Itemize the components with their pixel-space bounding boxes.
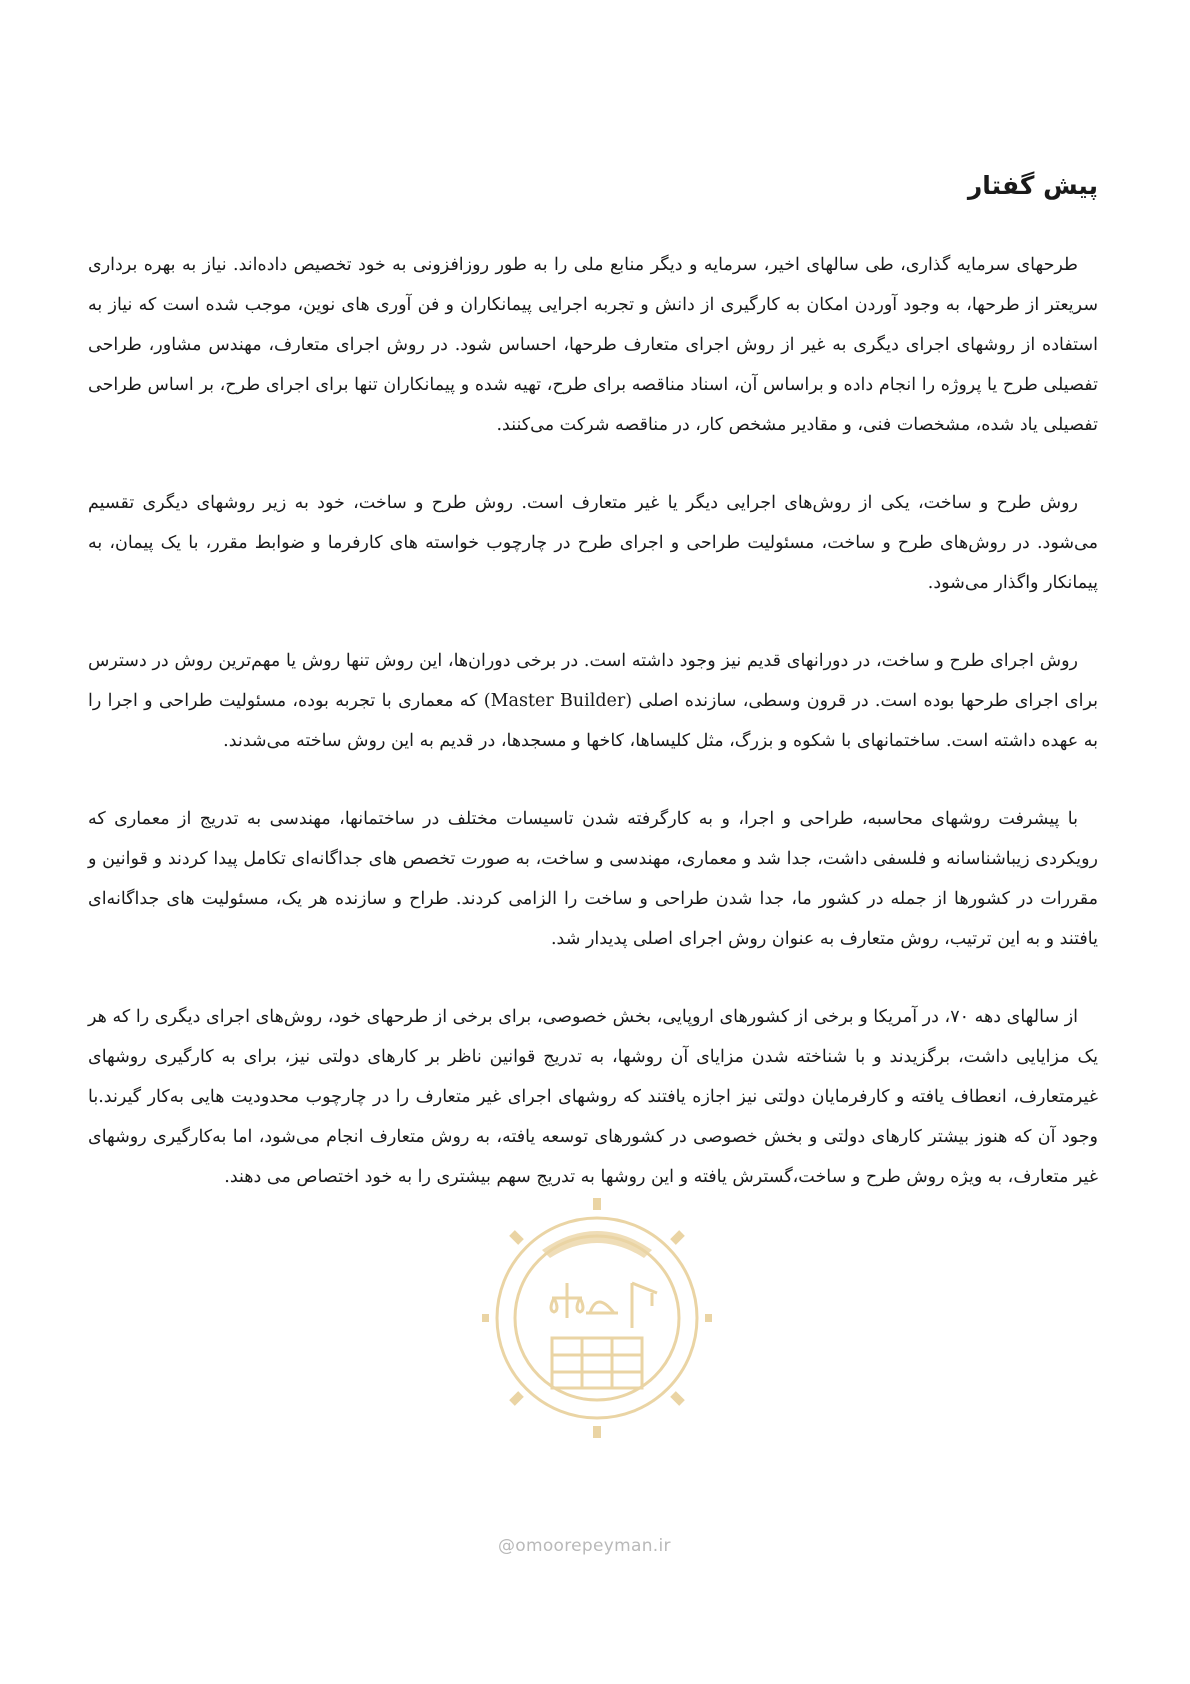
paragraph-1: طرحهای سرمایه گذاری، طی سالهای اخیر، سرمایه و دیگر منابع ملی را به طور روزافزونی به خود تخصیص داده‌اند. نیاز به بهره برداری سریعتر از طرحها، به وجود آوردن امکان به کارگیری از دانش و تجربه اجرایی پیمانکاران و فن آوری های نوین، موجب شده است که نیاز به استفاده از روشهای اجرای دیگری به غیر از روش اجرای متعارف طرحها، احساس شود. در روش اجرای متعارف، مهندس مشاور، طراحی تفصیلی طرح یا پروژه را انجام داده و براساس آن، اسناد مناقصه برای طرح، تهیه شده و پیمانکاران تنها برای اجرای طرح، بر اساس طراحی تفصیلی یاد شده، مشخصات فنی، و مقادیر مشخص کار، در مناقصه شرکت می‌کنند. xyxy=(88,255,1098,435)
paragraph-5: از سالهای دهه ۷۰، در آمریکا و برخی از کشورهای اروپایی، بخش خصوصی، برای برخی از طرحهای خود، روش‌های اجرای دیگری را که هر یک مزایایی داشت، برگزیدند و با شناخته شدن مزایای آن روشها، به تدریج قوانین ناظر بر کارهای دولتی نیز، برای به کارگیری روشهای غیرمتعارف، انعطاف یافته و کارفرمایان دولتی نیز اجازه یافتند که روشهای اجرای غیر متعارف را در چارچوب محدودیت هایی به‌کار گیرند.با وجود آن که هنوز بیشتر کارهای دولتی و بخش خصوصی در کشورهای توسعه یافته، به روش متعارف انجام می‌شود، اما به‌کارگیری روشهای غیر متعارف، به ویژه روش طرح و ساخت،گسترش یافته و این روشها به تدریج سهم بیشتری را به خود اختصاص می دهند. xyxy=(88,1007,1098,1187)
page-title: پیش گفتار xyxy=(967,171,1098,200)
document-body xyxy=(88,168,1098,1235)
watermark-url: @omoorepeyman.ir xyxy=(498,1536,671,1556)
paragraph-2: روش طرح و ساخت، یکی از روش‌های اجرایی دیگر یا غیر متعارف است. روش طرح و ساخت، خود به زیر روشهای دیگری تقسیم می‌شود. در روش‌های طرح و ساخت، مسئولیت طراحی و اجرای طرح در چارچوب خواسته های کارفرما و ضوابط مقرر، با یک پیمان، به پیمانکار واگذار می‌شود. xyxy=(88,493,1098,593)
watermark-seal-icon xyxy=(482,1188,712,1458)
paragraph-4: با پیشرفت روشهای محاسبه، طراحی و اجرا، و به کارگرفته شدن تاسیسات مختلف در ساختمانها، مهندسی به تدریج از معماری که رویکردی زیباشناسانه و فلسفی داشت، جدا شد و معماری، مهندسی و ساخت، به صورت تخصص های جداگانه‌ای تکامل پیدا کردند و قوانین و مقررات در کشورها از جمله در کشور ما، جدا شدن طراحی و ساخت را الزامی کردند. طراح و سازنده هر یک، مسئولیت های جداگانه‌ای یافتند و به این ترتیب، روش متعارف به عنوان روش اجرای اصلی پدیدار شد. xyxy=(88,809,1098,949)
paragraph-3: روش اجرای طرح و ساخت، در دورانهای قدیم نیز وجود داشته است. در برخی دوران‌ها، این روش تنها روش یا مهم‌ترین روش در دسترس برای اجرای طرحها بوده است. در قرون وسطی، سازنده اصلی (Master Builder) که معماری با تجربه بوده، مسئولیت طراحی و اجرا را به عهده داشته است. ساختمانهای با شکوه و بزرگ، مثل کلیساها، کاخها و مسجدها، در قدیم به این روش ساخته می‌شدند. xyxy=(88,651,1099,751)
